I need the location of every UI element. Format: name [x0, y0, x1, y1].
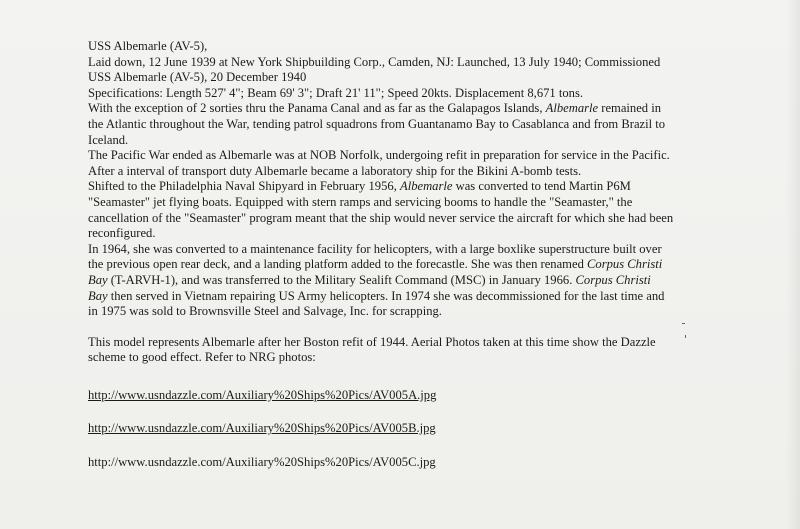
paragraph-seamaster-line-4: reconfigured.: [88, 226, 156, 241]
paragraph-model-line-1: This model represents Albemarle after her Boston refit of 1944. Aerial Photos taken at this time show the Dazzle: [88, 334, 656, 349]
paragraph-helicopter-line-2: the previous open rear deck, and a landing platform added to the forecastle. She was then renamed Corpus Christi: [88, 257, 663, 272]
scan-speck: [682, 323, 685, 324]
paragraph-pacific-line-2: After a interval of transport duty Albemarle became a laboratory ship for the Bikini A-bomb tests.: [88, 163, 582, 178]
paragraph-seamaster-line-3: cancellation of the "Seamaster" program meant that the ship would never service the aircraft for which she had been: [88, 210, 674, 225]
paragraph-helicopter-line-3: Bay (T-ARVH-1), and was transferred to the Military Sealift Command (MSC) in January 1966. Corpus Christi: [88, 272, 651, 287]
paragraph-seamaster-line-1: Shifted to the Philadelphia Naval Shipyard in February 1956, Albemarle was converted to tend Martin P6M: [88, 179, 631, 194]
paragraph-atlantic-line-2: the Atlantic throughout the War, tending patrol squadrons from Guantanamo Bay to Casablanca and from Brazil to: [88, 116, 666, 131]
laid-down-line: Laid down, 12 June 1939 at New York Shipbuilding Corp., Camden, NJ: Launched, 13 July 1940; Commissioned: [88, 54, 661, 69]
paragraph-helicopter-line-4: Bay then served in Vietnam repairing US Army helicopters. In 1974 she was decommissioned for the last time and: [88, 288, 665, 303]
paragraph-atlantic-line-1: With the exception of 2 sorties thru the Panama Canal and as far as the Galapagos Islands, Albemarle remained in: [88, 101, 662, 116]
paragraph-seamaster-line-2: "Seamaster" jet flying boats. Equipped with stern ramps and servicing booms to handle the "Seamaster," the: [88, 194, 633, 209]
document-body: [88, 39, 778, 471]
specifications-line: Specifications: Length 527' 4"; Beam 69' 3"; Draft 21' 11"; Speed 20kts. Displacement 8,671 tons.: [88, 85, 583, 100]
heading-line: USS Albemarle (AV-5),: [88, 39, 208, 53]
photo-link-a[interactable]: http://www.usndazzle.com/Auxiliary%20Ships%20Pics/AV005A.jpg: [88, 387, 437, 402]
paragraph-helicopter-line-5: in 1975 was sold to Brownsville Steel and Salvage, Inc. for scrapping.: [88, 304, 442, 319]
scan-speck: [685, 335, 686, 338]
paragraph-model-line-2: scheme to good effect. Refer to NRG photos:: [88, 350, 316, 365]
paragraph-helicopter-line-1: In 1964, she was converted to a maintenance facility for helicopters, with a large boxlike superstructure built over: [88, 241, 662, 256]
paragraph-pacific-line-1: The Pacific War ended as Albemarle was at NOB Norfolk, undergoing refit in preparation for service in the Pacific.: [88, 148, 670, 163]
photo-link-b[interactable]: http://www.usndazzle.com/Auxiliary%20Ships%20Pics/AV005B.jpg: [88, 421, 436, 436]
page-edge-shadow: [786, 0, 800, 529]
commissioned-line: USS Albemarle (AV-5), 20 December 1940: [88, 70, 307, 85]
photo-link-c[interactable]: http://www.usndazzle.com/Auxiliary%20Ships%20Pics/AV005C.jpg: [88, 455, 436, 470]
paragraph-atlantic-line-3: Iceland.: [88, 132, 129, 147]
